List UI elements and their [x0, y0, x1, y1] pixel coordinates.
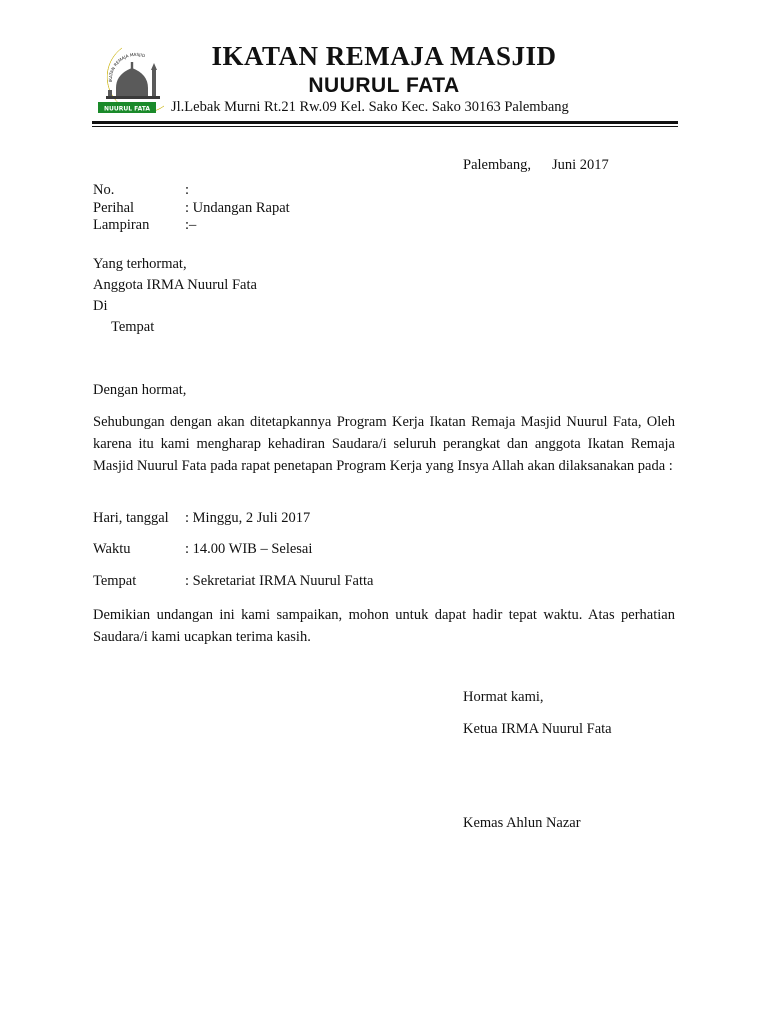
org-subtitle: NUURUL FATA	[308, 74, 460, 97]
meta-value: :	[185, 182, 190, 198]
logo-ring-text: IKATAN REMAJA MASJID	[107, 51, 146, 83]
meta-label: Lampiran	[93, 217, 150, 233]
meta-value: :–	[185, 217, 197, 233]
detail-label: Tempat	[93, 573, 137, 589]
detail-value: : Sekretariat IRMA Nuurul Fatta	[185, 573, 374, 589]
signature-salutation: Hormat kami,	[463, 689, 544, 705]
meta-label: Perihal	[93, 200, 135, 216]
closing-paragraph: Demikian undangan ini kami sampaikan, mohon untuk dapat hadir tepat waktu. Atas perhatian Saudara/i kami ucapkan terima kasih.	[93, 607, 675, 645]
detail-label: Waktu	[93, 541, 131, 557]
recipient-line: Anggota IRMA Nuurul Fata	[93, 277, 257, 293]
letter-city: Palembang,	[463, 157, 532, 173]
meta-value: : Undangan Rapat	[185, 200, 290, 216]
org-address: Jl.Lebak Murni Rt.21 Rw.09 Kel. Sako Kec. Sako 30163 Palembang	[171, 99, 569, 115]
greeting: Dengan hormat,	[93, 382, 187, 398]
detail-label: Hari, tanggal	[93, 510, 169, 526]
signature-name: Kemas Ahlun Nazar	[463, 815, 581, 831]
body-paragraph: Sehubungan dengan akan ditetapkannya Program Kerja Ikatan Remaja Masjid Nuurul Fata, Oleh karena itu kami mengharap kehadiran Saudara/i seluruh perangkat dan anggota Ikatan Remaja Masjid Nuurul Fata pada rapat penetapan Program Kerja yang Insya Allah akan dilaksanakan pada :	[93, 414, 675, 474]
recipient-line: Yang terhormat,	[93, 256, 187, 272]
recipient-line: Di	[93, 298, 108, 314]
letterhead-rule-thick	[92, 121, 678, 124]
recipient-line: Tempat	[111, 319, 155, 335]
letter-date: Juni 2017	[552, 157, 609, 173]
detail-value: : 14.00 WIB – Selesai	[185, 541, 313, 557]
meta-label: No.	[93, 182, 115, 198]
letterhead-rule-thin	[92, 126, 678, 127]
detail-value: : Minggu, 2 Juli 2017	[185, 510, 311, 526]
logo-banner-text: NUURUL FATA	[103, 105, 151, 113]
signature-position: Ketua IRMA Nuurul Fata	[463, 721, 612, 737]
org-title: IKATAN REMAJA MASJID	[211, 41, 557, 71]
